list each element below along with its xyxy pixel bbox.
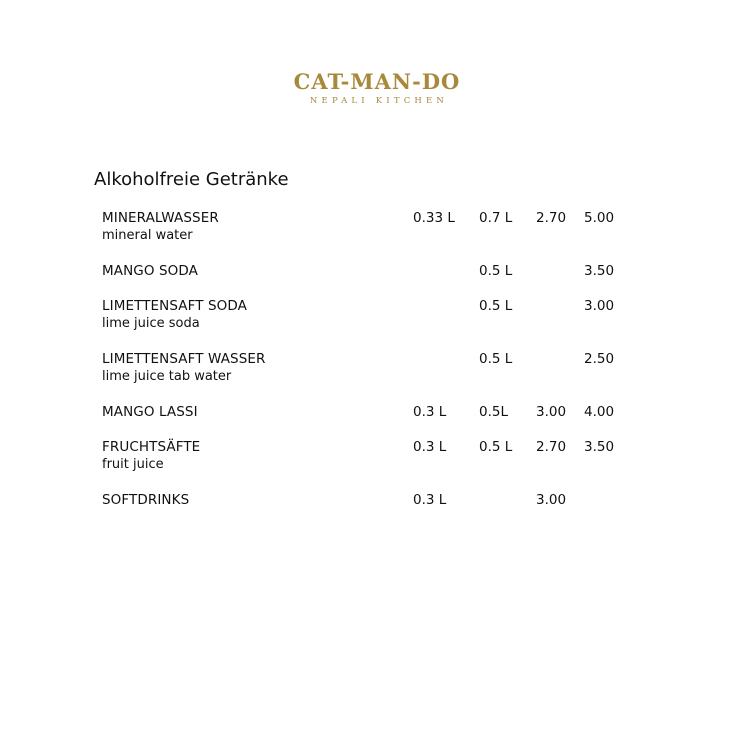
item-size-small: 0.33 L	[413, 210, 455, 226]
item-name-de: LIMETTENSAFT WASSER	[102, 351, 266, 367]
item-name-en: fruit juice	[102, 457, 164, 472]
item-size-large: 0.7 L	[479, 210, 513, 226]
logo-tagline: NEPALI KITCHEN	[309, 96, 449, 106]
item-price-small: 3.00	[536, 492, 567, 508]
menu-item-limettensaft-soda	[102, 297, 662, 333]
item-price-large: 2.50	[584, 351, 615, 367]
item-size-large: 0.5L	[479, 404, 508, 420]
menu-item-limettensaft-wasser	[102, 350, 662, 386]
item-price-small: 2.70	[536, 210, 567, 226]
menu-item-mineralwasser	[102, 209, 662, 245]
item-price-large: 3.50	[584, 439, 615, 455]
menu-item-mango-soda	[102, 262, 662, 280]
item-size-small: 0.3 L	[413, 492, 447, 508]
item-size-large: 0.5 L	[479, 351, 513, 367]
item-price-large: 3.50	[584, 263, 615, 279]
item-price-small: 2.70	[536, 439, 567, 455]
item-size-small: 0.3 L	[413, 439, 447, 455]
item-name-en: lime juice tab water	[102, 369, 232, 384]
item-name-de: FRUCHTSÄFTE	[102, 439, 201, 455]
item-name-en: mineral water	[102, 228, 193, 243]
item-size-large: 0.5 L	[479, 439, 513, 455]
menu-item-fruchtsaefte	[102, 438, 662, 474]
item-name-de: SOFTDRINKS	[102, 492, 190, 508]
item-name-de: LIMETTENSAFT SODA	[102, 298, 247, 314]
item-price-large: 3.00	[584, 298, 615, 314]
item-name-de: MINERALWASSER	[102, 210, 219, 226]
item-price-large: 4.00	[584, 404, 615, 420]
section-title: Alkoholfreie Getränke	[94, 169, 289, 190]
menu-list	[102, 209, 662, 526]
item-name-de: MANGO SODA	[102, 263, 198, 279]
item-size-large: 0.5 L	[479, 298, 513, 314]
item-name-en: lime juice soda	[102, 316, 200, 331]
menu-item-softdrinks	[102, 491, 662, 509]
menu-item-mango-lassi	[102, 403, 662, 421]
item-price-small: 3.00	[536, 404, 567, 420]
item-name-de: MANGO LASSI	[102, 404, 198, 420]
item-price-large: 5.00	[584, 210, 615, 226]
restaurant-logo	[0, 70, 754, 107]
item-size-large: 0.5 L	[479, 263, 513, 279]
logo-name: CAT-MAN-DO	[293, 69, 461, 94]
item-size-small: 0.3 L	[413, 404, 447, 420]
